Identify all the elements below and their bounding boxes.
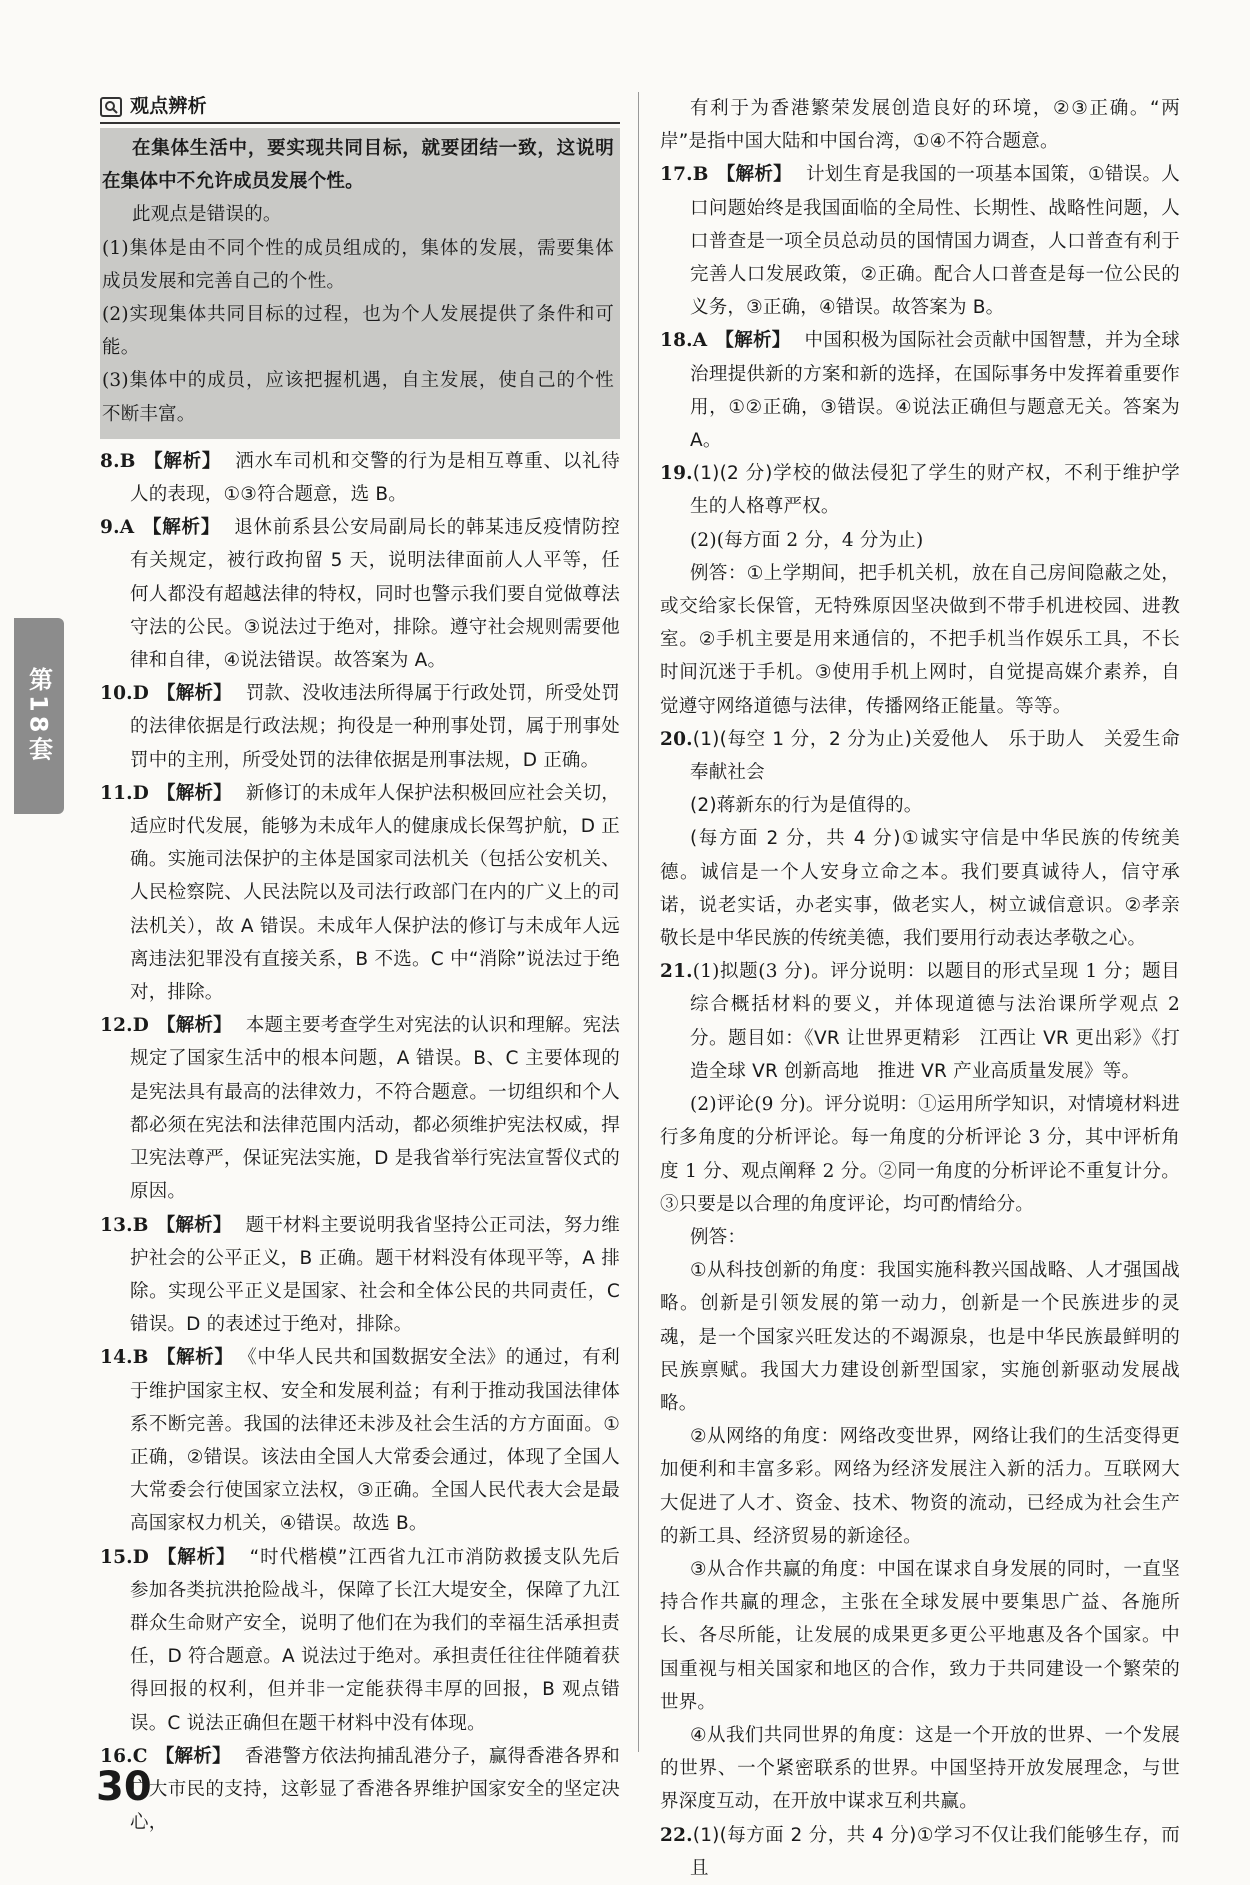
- viewpoint-box: [100, 92, 620, 439]
- answer-19-part2-note: (2)(每方面 2 分，4 分为止): [690, 529, 924, 551]
- viewpoint-title: 观点辨析: [130, 95, 207, 118]
- answer-item-19: 19.(1)(2 分)学校的做法侵犯了学生的财产权，不利于维护学生的人格尊严权。: [660, 463, 1180, 518]
- answer-21-example: ①从科技创新的角度：我国实施科教兴国战略、人才强国战略。创新是引领发展的第一动力，创新是一个民族进步的灵魂，是一个国家兴旺发达的不竭源泉，也是中华民族最鲜明的民族禀赋。我国大力建设创新型国家，实施创新驱动发展战略。: [660, 1260, 1180, 1414]
- answer-21-part2-note: (2)评论(9 分)。评分说明：①运用所学知识，对情境材料进行多角度的分析评论。每一角度的分析评论 3 分，其中评析角度 1 分、观点阐释 2 分。②同一角度的分析评论不重复计分。③只要是以合理的角度评论，均可酌情给分。: [660, 1094, 1180, 1215]
- page-number: 30: [96, 1764, 152, 1810]
- answer-item-9: 9.A 【解析】 退休前系县公安局副局长的韩某违反疫情防控有关规定，被行政拘留 5 天，说明法律面前人人平等，任何人都没有超越法律的特权，同时也警示我们要自觉做尊法守法的公民。③说法过于绝对，排除。遵守社会规则需要他律和自律，④说法错误。故答案为 A。: [100, 517, 620, 672]
- answer-item-16: 16.C 【解析】 香港警方依法拘捕乱港分子，赢得香港各界和广大市民的支持，这彰显了香港各界维护国家安全的坚定决心，: [100, 1745, 620, 1834]
- viewpoint-question: 在集体生活中，要实现共同目标，就要团结一致，这说明在集体中不允许成员发展个性。: [102, 138, 614, 193]
- answer-item-21: 21.(1)拟题(3 分)。评分说明：以题目的形式呈现 1 分；题目综合概括材料的要义，并体现道德与法治课所学观点 2 分。题目如：《VR 让世界更精彩 江西让 VR 更出彩》《打造全球 VR 创新高地 推进 VR 产业高质量发展》等。: [660, 961, 1181, 1082]
- answer-21-example: ②从网络的角度：网络改变世界，网络让我们的生活变得更加便利和丰富多彩。网络为经济发展注入新的活力。互联网大大促进了人才、资金、技术、物资的流动，已经成为社会生产的新工具、经济贸易的新途径。: [660, 1426, 1180, 1547]
- answer-item-17: 17.B 【解析】 计划生育是我国的一项基本国策，①错误。人口问题始终是我国面临的全局性、长期性、战略性问题，人口普查是一项全员总动员的国情国力调查，人口普查有利于完善人口发展政策，②正确。配合人口普查是每一位公民的义务，③正确，④错误。故答案为 B。: [660, 164, 1180, 319]
- magnifier-icon: [100, 97, 122, 117]
- answer-item-13: 13.B 【解析】 题干材料主要说明我省坚持公正司法，努力维护社会的公平正义，B 正确。题干材料没有体现平等，A 排除。实现公平正义是国家、社会和全体公民的共同责任，C 错误。D 的表述过于绝对，排除。: [100, 1214, 620, 1336]
- answer-21-example: ③从合作共赢的角度：中国在谋求自身发展的同时，一直坚持合作共赢的理念，主张在全球发展中要集思广益、各施所长、各尽所能，让发展的成果更多更公平地惠及各个国家。中国重视与相关国家和地区的合作，致力于共同建设一个繁荣的世界。: [660, 1558, 1180, 1713]
- viewpoint-line: (1)集体是由不同个性的成员组成的，集体的发展，需要集体成员发展和完善自己的个性。: [102, 237, 614, 292]
- viewpoint-line: (2)实现集体共同目标的过程，也为个人发展提供了条件和可能。: [102, 304, 614, 359]
- answer-16-continued: 有利于为香港繁荣发展创造良好的环境，②③正确。“两岸”是指中国大陆和中国台湾，①④不符合题意。: [660, 98, 1180, 153]
- answer-item-14: 14.B 【解析】 《中华人民共和国数据安全法》的通过，有利于维护国家主权、安全和发展利益；有利于推动我国法律体系不断完善。我国的法律还未涉及社会生活的方方面面。①正确，②错误。该法由全国人大常委会通过，体现了全国人大常委会行使国家立法权，③正确。全国人民代表大会是最高国家权力机关，④错误。故选 B。: [100, 1347, 620, 1535]
- column-divider: [638, 92, 639, 1752]
- section-tab: 第18套: [14, 618, 64, 814]
- viewpoint-body: [100, 128, 620, 439]
- answer-19-part2-text: 例答：①上学期间，把手机关机，放在自己房间隐蔽之处，或交给家长保管，无特殊原因坚决做到不带手机进校园、进教室。②手机主要是用来通信的，不把手机当作娱乐工具，不长时间沉迷于手机。③使用手机上网时，自觉提高媒介素养，自觉遵守网络道德与法律，传播网络正能量。等等。: [660, 562, 1180, 717]
- right-column: [660, 92, 1199, 1885]
- answer-20-part2: (2)蒋新东的行为是值得的。: [690, 795, 923, 817]
- answer-item-12: 12.D 【解析】 本题主要考查学生对宪法的认识和理解。宪法规定了国家生活中的根本问题，A 错误。B、C 主要体现的是宪法具有最高的法律效力，不符合题意。一切组织和个人都必须在宪法和法律范围内活动，都必须维护宪法权威，捍卫宪法尊严，保证宪法实施，D 是我省举行宪法宣誓仪式的原因。: [100, 1015, 620, 1203]
- answer-item-10: 10.D 【解析】 罚款、没收违法所得属于行政处罚，所受处罚的法律依据是行政法规；拘役是一种刑事处罚，属于刑事处罚中的主刑，所受处罚的法律依据是刑事法规，D 正确。: [100, 683, 620, 771]
- answer-item-8: 8.B 【解析】 洒水车司机和交警的行为是相互尊重、以礼待人的表现，①③符合题意，选 B。: [100, 450, 620, 506]
- answer-21-example: ④从我们共同世界的角度：这是一个开放的世界、一个发展的世界、一个紧密联系的世界。中国坚持开放发展理念，与世界深度互动，在开放中谋求互利共赢。: [660, 1724, 1180, 1813]
- viewpoint-header: [100, 92, 620, 124]
- answer-21-example-label: 例答：: [690, 1226, 747, 1248]
- left-column: [100, 92, 620, 1839]
- viewpoint-line: 此观点是错误的。: [132, 204, 282, 226]
- answer-item-15: 15.D 【解析】 “时代楷模”江西省九江市消防救援支队先后参加各类抗洪抢险战斗，保障了长江大堤安全，保障了九江群众生命财产安全，说明了他们在为我们的幸福生活承担责任，D 符合题意。A 说法过于绝对。承担责任往往伴随着获得回报的权利，但并非一定能获得丰厚的回报，B 观点错误。C 说法正确但在题干材料中没有体现。: [100, 1546, 620, 1734]
- viewpoint-line: (3)集体中的成员，应该把握机遇，自主发展，使自己的个性不断丰富。: [102, 370, 614, 425]
- answer-20-part3: (每方面 2 分，共 4 分)①诚实守信是中华民族的传统美德。诚信是一个人安身立命之本。我们要真诚待人，信守承诺，说老实话，办老实事，做老实人，树立诚信意识。②孝亲敬长是中华民族的传统美德，我们要用行动表达孝敬之心。: [660, 828, 1180, 950]
- answer-item-22: 22.(1)(每方面 2 分，共 4 分)①学习不仅让我们能够生存，而且: [660, 1824, 1180, 1879]
- answer-item-18: 18.A 【解析】 中国积极为国际社会贡献中国智慧，并为全球治理提供新的方案和新的选择，在国际事务中发挥着重要作用，①②正确，③错误。④说法正确但与题意无关。答案为 A。: [660, 330, 1180, 452]
- answer-item-11: 11.D 【解析】 新修订的未成年人保护法积极回应社会关切，适应时代发展，能够为未成年人的健康成长保驾护航，D 正确。实施司法保护的主体是国家司法机关（包括公安机关、人民检察院、人民法院以及司法行政部门在内的广义上的司法机关），故 A 错误。未成年人保护法的修订与未成年人远离违法犯罪没有直接关系，B 不选。C 中“消除”说法过于绝对，排除。: [100, 782, 620, 1004]
- answer-item-20: 20.(1)(每空 1 分，2 分为止)关爱他人 乐于助人 关爱生命 奉献社会: [660, 728, 1199, 784]
